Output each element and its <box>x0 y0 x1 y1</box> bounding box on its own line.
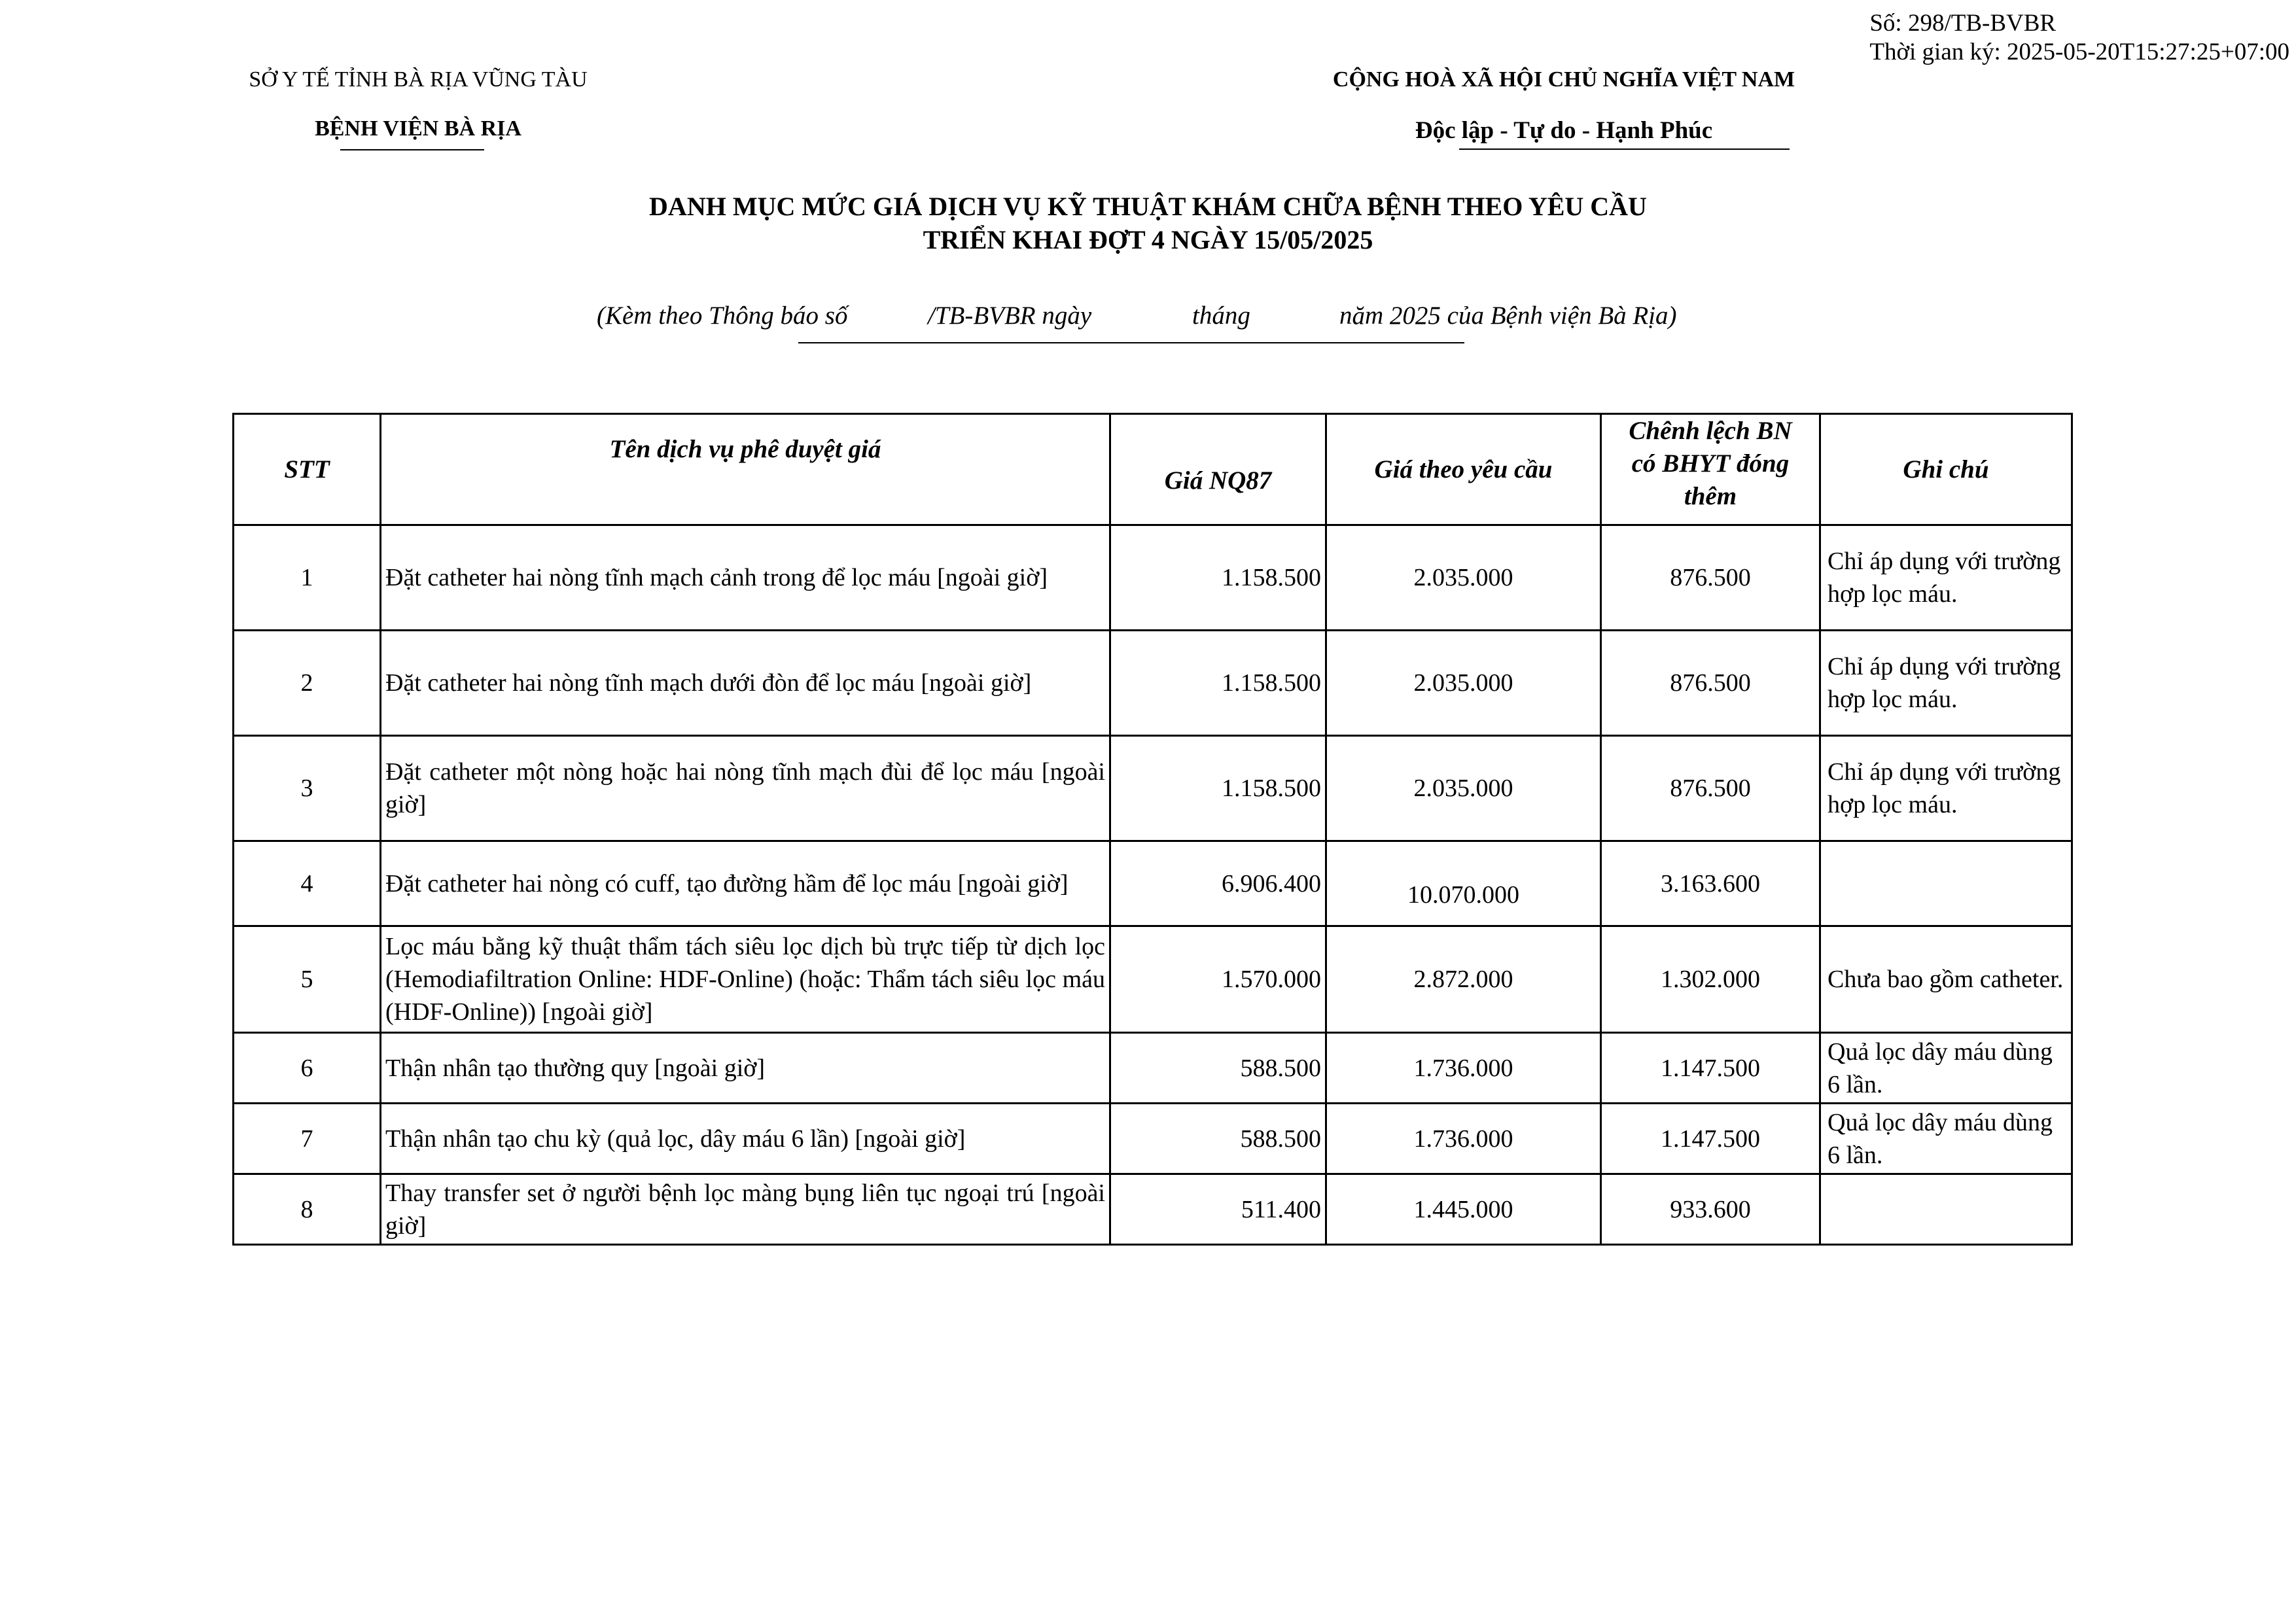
table-row <box>234 1104 2072 1174</box>
header-diff-line-2: có BHYT đóng <box>1631 449 1790 478</box>
table-row <box>234 1174 2072 1245</box>
header-requested-price: Giá theo yêu cầu <box>1326 414 1601 525</box>
row-insurance-difference: 933.600 <box>1601 1174 1820 1245</box>
row-stt: 5 <box>234 926 381 1033</box>
row-requested-price: 1.736.000 <box>1326 1033 1601 1104</box>
signed-time: Thời gian ký: 2025-05-20T15:27:25+07:00 <box>1869 39 2289 65</box>
document-number: Số: 298/TB-BVBR <box>1869 10 2057 37</box>
hospital-underline <box>340 149 484 150</box>
header-diff-line-1: Chênh lệch BN <box>1629 417 1792 445</box>
row-nq87-price: 1.158.500 <box>1110 631 1326 736</box>
row-service-name: Thận nhân tạo thường quy [ngoài giờ] <box>381 1033 1110 1104</box>
row-service-name: Đặt catheter hai nòng có cuff, tạo đường hầm để lọc máu [ngoài giờ] <box>381 841 1110 926</box>
table-row <box>234 525 2072 631</box>
reference-part-3: tháng <box>1192 302 1250 330</box>
row-stt: 7 <box>234 1104 381 1174</box>
row-stt: 2 <box>234 631 381 736</box>
row-stt: 3 <box>234 736 381 841</box>
row-stt: 6 <box>234 1033 381 1104</box>
row-note <box>1820 841 2072 926</box>
reference-part-4: năm 2025 của Bệnh viện Bà Rịa) <box>1339 302 1677 330</box>
table-row <box>234 841 2072 926</box>
row-insurance-difference: 1.147.500 <box>1601 1104 1820 1174</box>
header-diff-line-3: thêm <box>1684 482 1737 510</box>
header-note: Ghi chú <box>1820 414 2072 525</box>
row-requested-price: 2.872.000 <box>1326 926 1601 1033</box>
hospital-name: BỆNH VIỆN BÀ RỊA <box>315 116 521 141</box>
row-service-name: Đặt catheter hai nòng tĩnh mạch dưới đòn để lọc máu [ngoài giờ] <box>381 631 1110 736</box>
row-requested-price: 2.035.000 <box>1326 736 1601 841</box>
header-insurance-difference <box>1601 414 1820 525</box>
row-stt: 8 <box>234 1174 381 1245</box>
document-title: DANH MỤC MỨC GIÁ DỊCH VỤ KỸ THUẬT KHÁM CHỮA BỆNH THEO YÊU CẦU <box>649 192 1647 221</box>
row-service-name: Thay transfer set ở người bệnh lọc màng bụng liên tục ngoại trú [ngoài giờ] <box>381 1174 1110 1245</box>
table-row <box>234 1033 2072 1104</box>
row-service-name: Thận nhân tạo chu kỳ (quả lọc, dây máu 6 lần) [ngoài giờ] <box>381 1104 1110 1174</box>
national-motto: Độc lập - Tự do - Hạnh Phúc <box>1415 117 1713 144</box>
agency-name: SỞ Y TẾ TỈNH BÀ RỊA VŨNG TÀU <box>249 67 588 92</box>
motto-underline <box>1459 148 1790 150</box>
row-nq87-price: 1.158.500 <box>1110 525 1326 631</box>
table-row <box>234 926 2072 1033</box>
row-service-name: Đặt catheter hai nòng tĩnh mạch cảnh trong để lọc máu [ngoài giờ] <box>381 525 1110 631</box>
row-note <box>1820 1174 2072 1245</box>
table-row <box>234 631 2072 736</box>
row-nq87-price: 1.570.000 <box>1110 926 1326 1033</box>
row-nq87-price: 1.158.500 <box>1110 736 1326 841</box>
price-table <box>232 413 2073 1246</box>
row-note: Chỉ áp dụng với trường hợp lọc máu. <box>1820 736 2072 841</box>
row-requested-price: 2.035.000 <box>1326 631 1601 736</box>
row-nq87-price: 511.400 <box>1110 1174 1326 1245</box>
row-requested-price: 1.736.000 <box>1326 1104 1601 1174</box>
row-service-name: Lọc máu bằng kỹ thuật thẩm tách siêu lọc dịch bù trực tiếp từ dịch lọc (Hemodiafiltration Online: HDF-Online) (hoặc: Thẩm tách siêu lọc máu (HDF-Online)) [ngoài giờ] <box>381 926 1110 1033</box>
row-requested-price: 10.070.000 <box>1326 841 1601 926</box>
table-row <box>234 736 2072 841</box>
row-nq87-price: 588.500 <box>1110 1033 1326 1104</box>
header-service-name: Tên dịch vụ phê duyệt giá <box>381 414 1110 525</box>
row-note: Chỉ áp dụng với trường hợp lọc máu. <box>1820 631 2072 736</box>
row-insurance-difference: 3.163.600 <box>1601 841 1820 926</box>
row-nq87-price: 6.906.400 <box>1110 841 1326 926</box>
header-nq87-price: Giá NQ87 <box>1110 414 1326 525</box>
reference-part-2: /TB-BVBR ngày <box>928 302 1092 330</box>
country-name: CỘNG HOÀ XÃ HỘI CHỦ NGHĨA VIỆT NAM <box>1332 67 1795 92</box>
row-insurance-difference: 876.500 <box>1601 525 1820 631</box>
row-note: Chưa bao gồm catheter. <box>1820 926 2072 1033</box>
row-insurance-difference: 1.147.500 <box>1601 1033 1820 1104</box>
row-stt: 1 <box>234 525 381 631</box>
row-insurance-difference: 876.500 <box>1601 736 1820 841</box>
row-service-name: Đặt catheter một nòng hoặc hai nòng tĩnh mạch đùi để lọc máu [ngoài giờ] <box>381 736 1110 841</box>
row-insurance-difference: 1.302.000 <box>1601 926 1820 1033</box>
row-stt: 4 <box>234 841 381 926</box>
reference-underline <box>798 342 1464 343</box>
row-note: Chỉ áp dụng với trường hợp lọc máu. <box>1820 525 2072 631</box>
row-note: Quả lọc dây máu dùng 6 lần. <box>1820 1033 2072 1104</box>
header-stt: STT <box>234 414 381 525</box>
reference-part-1: (Kèm theo Thông báo số <box>597 302 848 330</box>
table-header-row <box>234 414 2072 525</box>
document-subtitle: TRIỂN KHAI ĐỢT 4 NGÀY 15/05/2025 <box>923 225 1373 254</box>
row-requested-price: 1.445.000 <box>1326 1174 1601 1245</box>
row-insurance-difference: 876.500 <box>1601 631 1820 736</box>
row-note: Quả lọc dây máu dùng 6 lần. <box>1820 1104 2072 1174</box>
signature-block <box>1869 9 2289 67</box>
row-requested-price: 2.035.000 <box>1326 525 1601 631</box>
row-nq87-price: 588.500 <box>1110 1104 1326 1174</box>
